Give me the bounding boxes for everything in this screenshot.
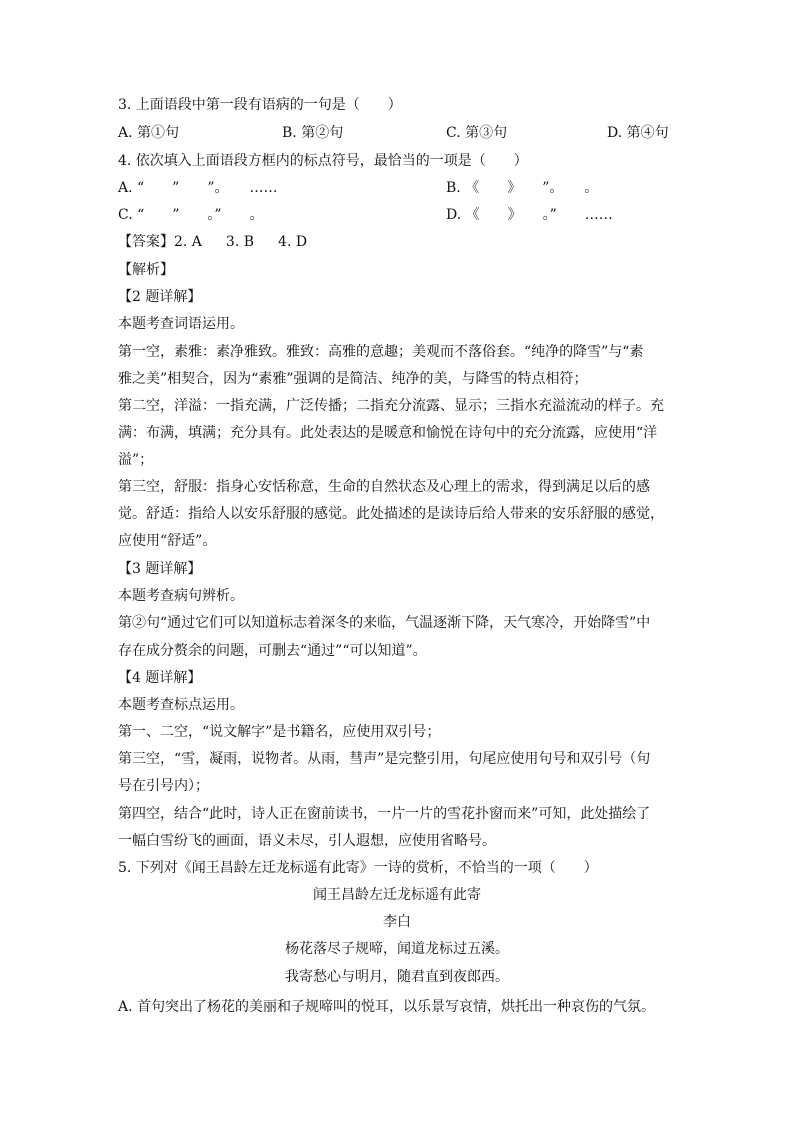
- q4-option-d: D. 《 》 。” ……: [446, 207, 613, 223]
- q4-option-b: B. 《 》 ”。 。: [446, 180, 599, 196]
- q4-detail-heading: 【4 题详解】: [118, 670, 202, 686]
- q3-detail-line: 存在成分赘余的问题，可删去“通过”“可以知道”。: [118, 643, 427, 659]
- q3-stem: 3. 上面语段中第一段有语病的一句是（ ）: [118, 97, 402, 113]
- poem-line: 我寄愁心与明月，随君直到夜郎西。: [285, 969, 509, 985]
- q3-detail-line: 第②句“通过它们可以知道标志着深冬的来临，气温逐渐下降，天气寒冷，开始降雪”中: [118, 615, 651, 631]
- analysis-heading: 【解析】: [118, 262, 174, 278]
- q2-detail-line: 觉。舒适：指给人以安乐舒服的感觉。此处描述的是读诗后给人带来的安乐舒服的感觉，: [118, 506, 664, 522]
- q2-detail-line: 雅之美”相契合，因为“素雅”强调的是简洁、纯净的美，与降雪的特点相符；: [118, 371, 588, 387]
- q4-detail-line: 第四空，结合“此时，诗人正在窗前读书，一片一片的雪花扑窗而来”可知，此处描绘了: [118, 806, 651, 822]
- q2-detail-line: 应使用“舒适”。: [118, 533, 217, 549]
- q2-detail-line: 溢”；: [118, 452, 154, 468]
- q2-detail-line: 第一空，素雅：素净雅致。雅致：高雅的意趣；美观而不落俗套。“纯净的降雪”与“素: [118, 344, 644, 360]
- q5-option-a: A. 首句突出了杨花的美丽和子规啼叫的悦耳，以乐景写哀情，烘托出一种哀伤的气氛。: [118, 999, 656, 1015]
- q2-detail-heading: 【2 题详解】: [118, 289, 202, 305]
- q4-stem: 4. 依次填入上面语段方框内的标点符号，最恰当的一项是（ ）: [118, 153, 528, 169]
- q4-detail-line: 第一、二空，“说文解字”是书籍名，应使用双引号；: [118, 724, 441, 740]
- answer-item: 3. B: [225, 234, 255, 250]
- q3-option-d: D. 第④句: [607, 125, 669, 141]
- q2-detail-line: 本题考查词语运用。: [118, 316, 244, 332]
- answer-label: 【答案】: [118, 234, 174, 250]
- q3-option-a: A. 第①句: [118, 125, 180, 141]
- q4-detail-line: 一幅白雪纷飞的画面，语义未尽，引人遐想，应使用省略号。: [118, 833, 496, 849]
- q4-detail-line: 号在引号内）；: [118, 778, 209, 794]
- poem-title: 闻王昌龄左迁龙标遥有此寄: [313, 887, 481, 903]
- q4-option-c: C. “ ” 。” 。: [118, 207, 264, 223]
- poem-author: 李白: [383, 914, 411, 930]
- q3-detail-line: 本题考查病句辨析。: [118, 588, 244, 604]
- q3-option-b: B. 第②句: [282, 125, 344, 141]
- answer-item: 4. D: [278, 234, 308, 250]
- q4-detail-line: 第三空，“雪，凝雨，说物者。从雨，彗声”是完整引用，句尾应使用句号和双引号（句: [118, 751, 651, 767]
- poem-line: 杨花落尽子规啼，闻道龙标过五溪。: [285, 941, 509, 957]
- q2-detail-line: 第三空，舒服：指身心安恬称意，生命的自然状态及心理上的需求，得到满足以后的感: [118, 479, 650, 495]
- q3-detail-heading: 【3 题详解】: [118, 561, 202, 577]
- q3-option-c: C. 第③句: [446, 125, 508, 141]
- q2-detail-line: 满：布满，填满；充分具有。此处表达的是暖意和愉悦在诗句中的充分流露，应使用“洋: [118, 425, 658, 441]
- q4-detail-line: 本题考查标点运用。: [118, 697, 244, 713]
- answer-line: [118, 233, 331, 251]
- answer-item: 2. A: [174, 234, 202, 250]
- q2-detail-line: 第二空，洋溢：一指充满，广泛传播；二指充分流露、显示；三指水充溢流动的样子。充: [118, 398, 664, 414]
- q5-stem: 5. 下列对《闻王昌龄左迁龙标遥有此寄》一诗的赏析，不恰当的一项（ ）: [118, 860, 598, 876]
- q4-option-a: A. “ ” ”。 ……: [118, 180, 278, 196]
